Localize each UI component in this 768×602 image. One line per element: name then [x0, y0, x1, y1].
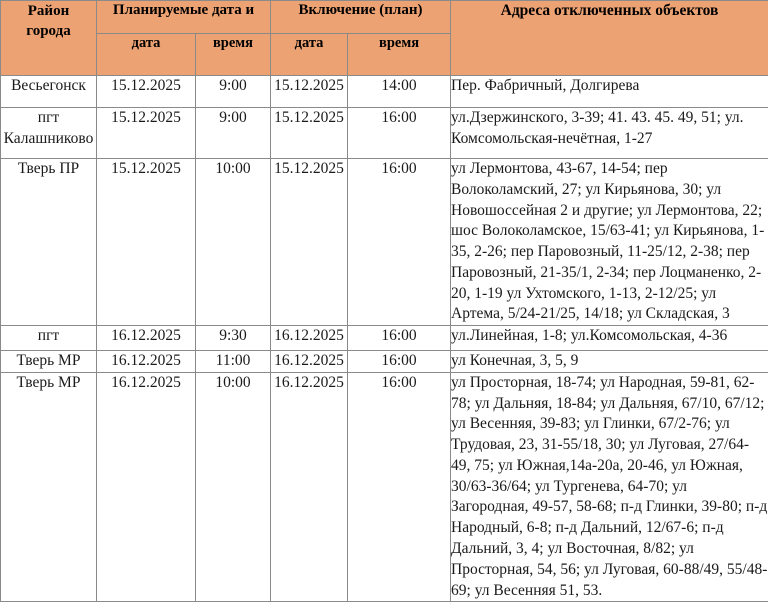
cell-district-line1: Тверь ПР — [18, 160, 79, 177]
cell-outage-time: 10:00 — [196, 159, 271, 326]
cell-switchon-date: 15.12.2025 — [271, 159, 348, 326]
cell-addresses: Пер. Фабричный, Долгирева — [451, 76, 768, 108]
column-header-outage-date: дата — [97, 34, 196, 76]
column-header-switchon-date: дата — [271, 34, 348, 76]
cell-outage-date: 15.12.2025 — [97, 159, 196, 326]
cell-switchon-time: 16:00 — [348, 351, 451, 373]
column-header-district-line2: города — [26, 23, 70, 39]
column-header-addresses: Адреса отключенных объектов — [451, 1, 768, 76]
cell-switchon-time: 16:00 — [348, 159, 451, 326]
cell-switchon-date: 16.12.2025 — [271, 372, 348, 601]
cell-district — [1, 372, 97, 601]
cell-outage-date: 15.12.2025 — [97, 76, 196, 108]
table-row — [1, 108, 768, 159]
cell-district-line1: пгт — [38, 109, 59, 126]
cell-addresses: ул.Линейная, 1-8; ул.Комсомольская, 4-36 — [451, 326, 768, 351]
column-header-district-line1: Район — [28, 3, 69, 19]
cell-district-line1: Тверь МР — [17, 352, 81, 369]
cell-switchon-time: 14:00 — [348, 76, 451, 108]
cell-switchon-time: 16:00 — [348, 326, 451, 351]
cell-district — [1, 108, 97, 159]
cell-outage-time: 9:00 — [196, 76, 271, 108]
column-group-header-planned-outage — [97, 1, 271, 34]
cell-outage-time: 9:30 — [196, 326, 271, 351]
cell-district — [1, 326, 97, 351]
column-header-outage-time: время — [196, 34, 271, 76]
cell-outage-date: 16.12.2025 — [97, 326, 196, 351]
table-row — [1, 76, 768, 108]
cell-switchon-date: 16.12.2025 — [271, 351, 348, 373]
table-header — [1, 1, 768, 76]
table-row — [1, 372, 768, 601]
cell-addresses: ул.Дзержинского, 3-39; 41. 43. 45. 49, 51; ул. Комсомольская-нечётная, 1-27 — [451, 108, 768, 159]
column-group-header-switch-on — [271, 1, 451, 34]
cell-switchon-date: 16.12.2025 — [271, 326, 348, 351]
cell-outage-date: 15.12.2025 — [97, 108, 196, 159]
cell-addresses: ул Просторная, 18-74; ул Народная, 59-81, 62-78; ул Дальняя, 18-84; ул Дальняя, 67/10, 67/12; ул Весенняя, 39-83; ул Глинки, 67/2-76; ул Трудовая, 23, 31-55/18, 30; ул Луговая, 27/64-49, 75; ул Южная,14а-20а, 20-46, ул Южная, 30/63-36/64; ул Тургенева, 64-70; ул Загородная, 49-57, 58-68; п-д Глинки, 39-80; п-д Народный, 6-8; п-д Дальний, 12/67-6; п-д Дальний, 3, 4; ул Восточная, 8/82; ул Просторная, 54, 56; ул Луговая, 60-88/49, 55/48-69; ул Весенняя 51, 53. — [451, 372, 768, 601]
column-group-header-switch-on-text: Включение (план) — [271, 1, 450, 20]
cell-switchon-time: 16:00 — [348, 372, 451, 601]
cell-switchon-date: 15.12.2025 — [271, 76, 348, 108]
header-row-groups — [1, 1, 768, 34]
cell-district — [1, 76, 97, 108]
cell-district-line2: Калашниково — [4, 130, 94, 147]
cell-addresses: ул Конечная, 3, 5, 9 — [451, 351, 768, 373]
table-body — [1, 76, 768, 602]
column-group-header-planned-outage-text: Планируемые дата и — [97, 1, 270, 20]
cell-outage-time: 10:00 — [196, 372, 271, 601]
cell-outage-time: 11:00 — [196, 351, 271, 373]
table-row — [1, 351, 768, 373]
table-row — [1, 326, 768, 351]
cell-district-line1: Тверь МР — [17, 374, 81, 391]
cell-addresses: ул Лермонтова, 43-67, 14-54; пер Волоколамский, 27; ул Кирьянова, 30; ул Новошоссейная 2 и другие; ул Лермонтова, 22; шос Волоколамское, 15/63-41; ул Кирьянова, 1-35, 2-26; пер Паровозный, 11-25/12, 2-38; пер Паровозный, 21-35/1, 2-34; пер Лоцманенко, 2-20, 1-19 ул Ухтомского, 1-13, 2-12/25; ул Артема, 5/24-21/25, 14/18; ул Складская, 3 — [451, 159, 768, 326]
cell-switchon-date: 15.12.2025 — [271, 108, 348, 159]
table-row — [1, 159, 768, 326]
cell-outage-date: 16.12.2025 — [97, 372, 196, 601]
cell-district-line1: Весьегонск — [11, 77, 86, 94]
cell-district-line1: пгт — [38, 327, 59, 344]
cell-switchon-time: 16:00 — [348, 108, 451, 159]
cell-outage-date: 16.12.2025 — [97, 351, 196, 373]
cell-district — [1, 351, 97, 373]
cell-district — [1, 159, 97, 326]
column-header-district — [1, 1, 97, 76]
column-header-switchon-time: время — [348, 34, 451, 76]
cell-outage-time: 9:00 — [196, 108, 271, 159]
